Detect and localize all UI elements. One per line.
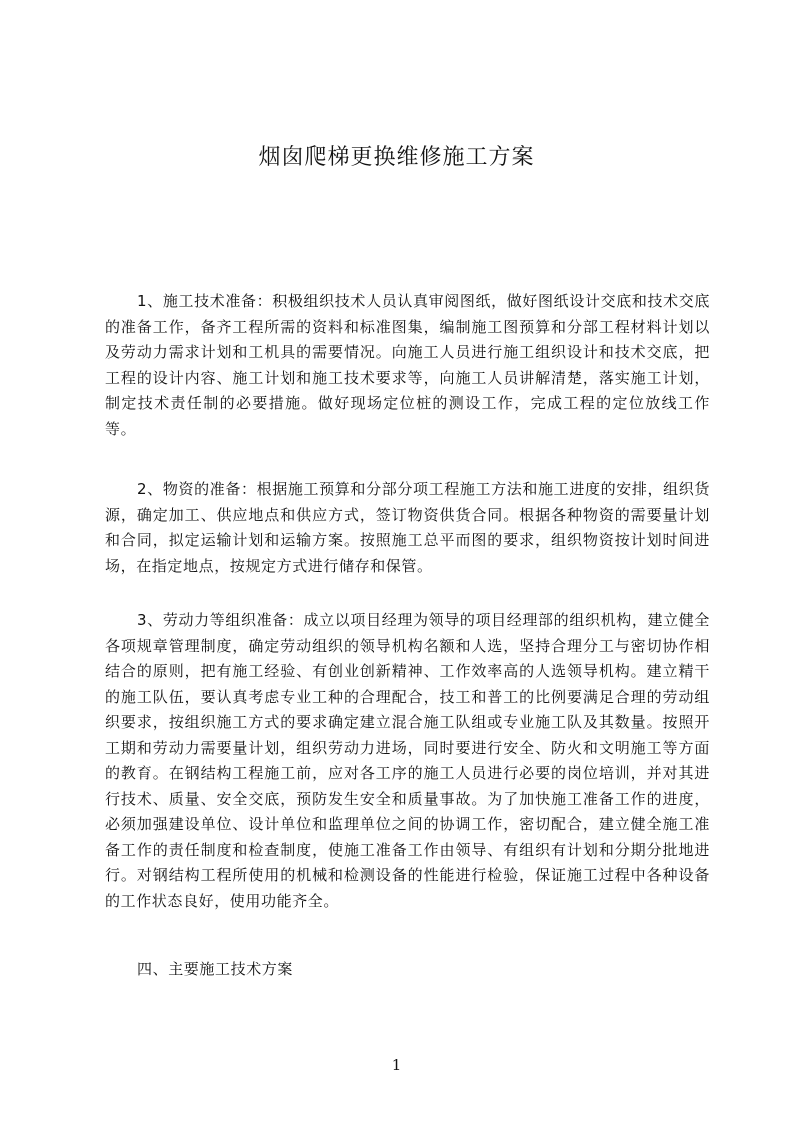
page-number: 1 — [391, 1056, 402, 1074]
paragraph-labor-organization: 3、劳动力等组织准备：成立以项目经理为领导的项目经理部的组织机构，建立健全各项规章管理制度，确定劳动组织的领导机构名额和人选，坚持合理分工与密切协作相结合的原则，把有施工经验、有创业创新精神、工作效率高的人选领导机构。建立精干的施工队伍，要认真考虑专业工种的合理配合，技工和普工的比例要满足合理的劳动组织要求，按组织施工方式的要求确定建立混合施工队组或专业施工队及其数量。按照开工期和劳动力需要量计划，组织劳动力进场，同时要进行安全、防火和文明施工等方面的教育。在钢结构工程施工前，应对各工序的施工人员进行必要的岗位培训，并对其进行技术、质量、安全交底，预防发生安全和质量事故。为了加快施工准备工作的进度，必须加强建设单位、设计单位和监理单位之间的协调工作，密切配合，建立健全施工准备工作的责任制度和检查制度，使施工准备工作由领导、有组织有计划和分期分批地进行。对钢结构工程所使用的机械和检测设备的性能进行检验，保证施工过程中各种设备的工作状态良好，使用功能齐全。 — [105, 611, 710, 910]
document-title: 烟囱爬梯更换维修施工方案 — [258, 145, 535, 170]
paragraph-technical-preparation: 1、施工技术准备：积极组织技术人员认真审阅图纸，做好图纸设计交底和技术交底的准备工作，备齐工程所需的资料和标准图集，编制施工图预算和分部工程材料计划以及劳动力需求计划和工机具的需要情况。向施工人员进行施工组织设计和技术交底，把工程的设计内容、施工计划和施工技术要求等，向施工人员讲解清楚，落实施工计划，制定技术责任制的必要措施。做好现场定位桩的测设工作，完成工程的定位放线工作等。 — [105, 292, 710, 438]
paragraph-material-preparation: 2、物资的准备：根据施工预算和分部分项工程施工方法和施工进度的安排，组织货源，确定加工、供应地点和供应方式，签订物资供货合同。根据各种物资的需要量计划和合同，拟定运输计划和运输方案。按照施工总平而图的要求，组织物资按计划时间进场，在指定地点，按规定方式进行储存和保管。 — [105, 480, 710, 575]
section-heading: 四、主要施工技术方案 — [137, 960, 294, 978]
